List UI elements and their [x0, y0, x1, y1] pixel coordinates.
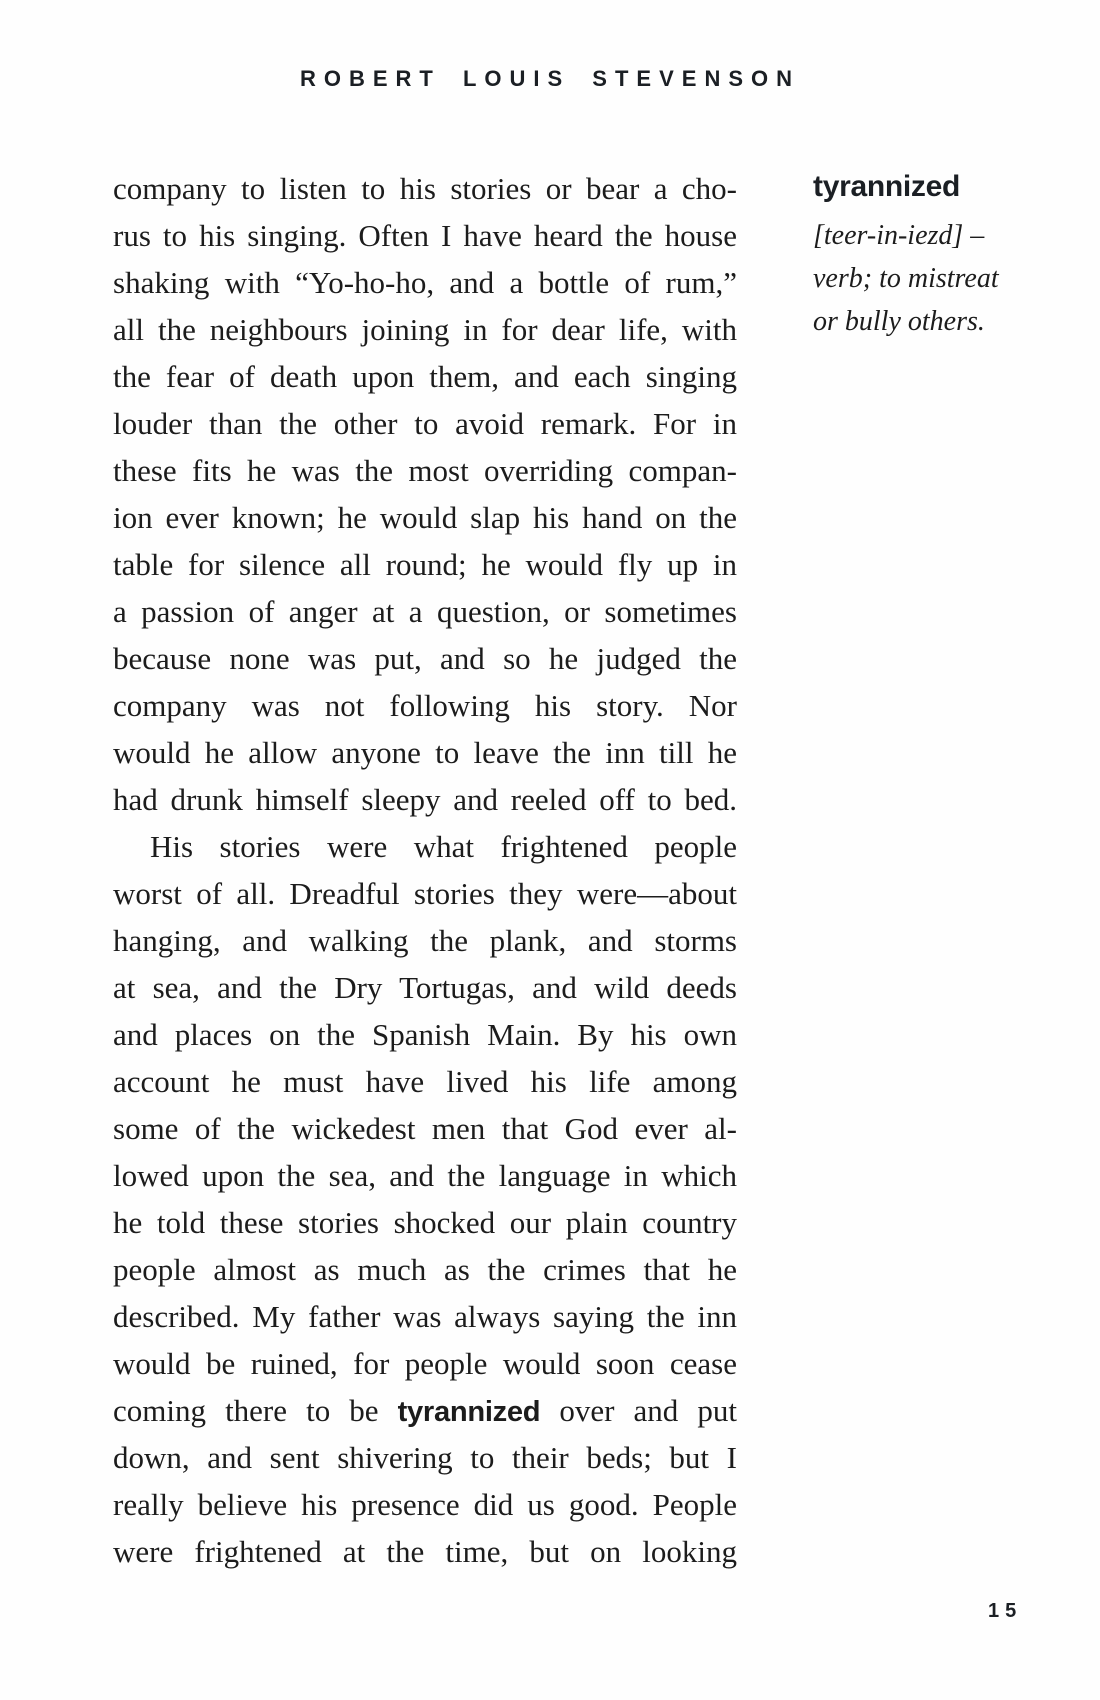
- body-text-segment: over and put: [540, 1393, 737, 1428]
- body-line: [113, 400, 737, 447]
- body-text-segment: a passion of anger at a question, or sometimes: [113, 594, 737, 629]
- vocab-definition-line: verb; to mistreat: [813, 263, 999, 294]
- vocab-word: tyrannized: [813, 170, 961, 203]
- body-line: [113, 1011, 737, 1058]
- body-text-segment: these fits he was the most overriding compan-: [113, 453, 737, 488]
- body-line: [113, 1434, 737, 1481]
- body-text-segment: really believe his presence did us good. People: [113, 1487, 737, 1522]
- vocab-definition-line: or bully others.: [813, 306, 985, 337]
- body-line: [113, 870, 737, 917]
- body-line: [113, 588, 737, 635]
- body-line: [113, 212, 737, 259]
- body-text-segment: all the neighbours joining in for dear life, with: [113, 312, 737, 347]
- body-text-column: [113, 165, 737, 1575]
- body-text-segment: and places on the Spanish Main. By his own: [113, 1017, 737, 1052]
- body-line: [113, 306, 737, 353]
- body-text-segment: coming there to be: [113, 1393, 398, 1428]
- body-line: [113, 165, 737, 212]
- body-text-segment: down, and sent shivering to their beds; but I: [113, 1440, 737, 1475]
- body-text-segment: he told these stories shocked our plain country: [113, 1205, 737, 1240]
- body-line: [113, 1340, 737, 1387]
- body-line: [113, 1152, 737, 1199]
- body-text-segment: table for silence all round; he would fly up in: [113, 547, 737, 582]
- body-text-segment: had drunk himself sleepy and reeled off to bed.: [113, 782, 737, 817]
- body-line: [113, 964, 737, 1011]
- body-text-segment: rus to his singing. Often I have heard the house: [113, 218, 737, 253]
- body-line: [113, 823, 737, 870]
- body-text-segment: people almost as much as the crimes that he: [113, 1252, 737, 1287]
- body-line: [113, 1387, 737, 1434]
- body-text-segment: account he must have lived his life among: [113, 1064, 737, 1099]
- body-text-segment: described. My father was always saying the inn: [113, 1299, 737, 1334]
- body-line: [113, 1058, 737, 1105]
- body-line: [113, 1246, 737, 1293]
- body-line: [113, 1481, 737, 1528]
- body-line: [113, 776, 737, 823]
- body-text-segment: His stories were what frightened people: [150, 829, 737, 864]
- body-text-segment: at sea, and the Dry Tortugas, and wild deeds: [113, 970, 737, 1005]
- body-text-segment: some of the wickedest men that God ever al-: [113, 1111, 737, 1146]
- body-line: [113, 1528, 737, 1575]
- body-text-segment: would be ruined, for people would soon cease: [113, 1346, 737, 1381]
- body-text-segment: ion ever known; he would slap his hand on the: [113, 500, 737, 535]
- body-line: [113, 447, 737, 494]
- body-line: [113, 541, 737, 588]
- body-line: [113, 729, 737, 776]
- body-text-segment: because none was put, and so he judged the: [113, 641, 737, 676]
- body-text-segment: the fear of death upon them, and each singing: [113, 359, 737, 394]
- body-line: [113, 353, 737, 400]
- body-text-segment: louder than the other to avoid remark. For in: [113, 406, 737, 441]
- running-header: ROBERT LOUIS STEVENSON: [299, 66, 801, 91]
- body-text-segment: company was not following his story. Nor: [113, 688, 737, 723]
- body-text-segment: company to listen to his stories or bear a cho-: [113, 171, 737, 206]
- body-line: [113, 494, 737, 541]
- vocab-note: [813, 170, 1028, 343]
- vocab-pronunciation: [teer-in-iezd] –: [813, 220, 985, 251]
- body-line: [113, 259, 737, 306]
- body-text-segment: shaking with “Yo-ho-ho, and a bottle of rum,”: [113, 265, 737, 300]
- body-text-segment: were frightened at the time, but on looking: [113, 1534, 737, 1569]
- body-line: [113, 682, 737, 729]
- body-line: [113, 1293, 737, 1340]
- page-number: 15: [988, 1600, 1023, 1622]
- body-line: [113, 1105, 737, 1152]
- body-line: [113, 917, 737, 964]
- body-text-segment: worst of all. Dreadful stories they were—about: [113, 876, 737, 911]
- vocab-keyword-inline: tyrannized: [397, 1396, 541, 1428]
- body-text-segment: hanging, and walking the plank, and storms: [113, 923, 737, 958]
- body-line: [113, 1199, 737, 1246]
- body-text-segment: would he allow anyone to leave the inn till he: [113, 735, 737, 770]
- body-line: [113, 635, 737, 682]
- body-text-segment: lowed upon the sea, and the language in which: [113, 1158, 737, 1193]
